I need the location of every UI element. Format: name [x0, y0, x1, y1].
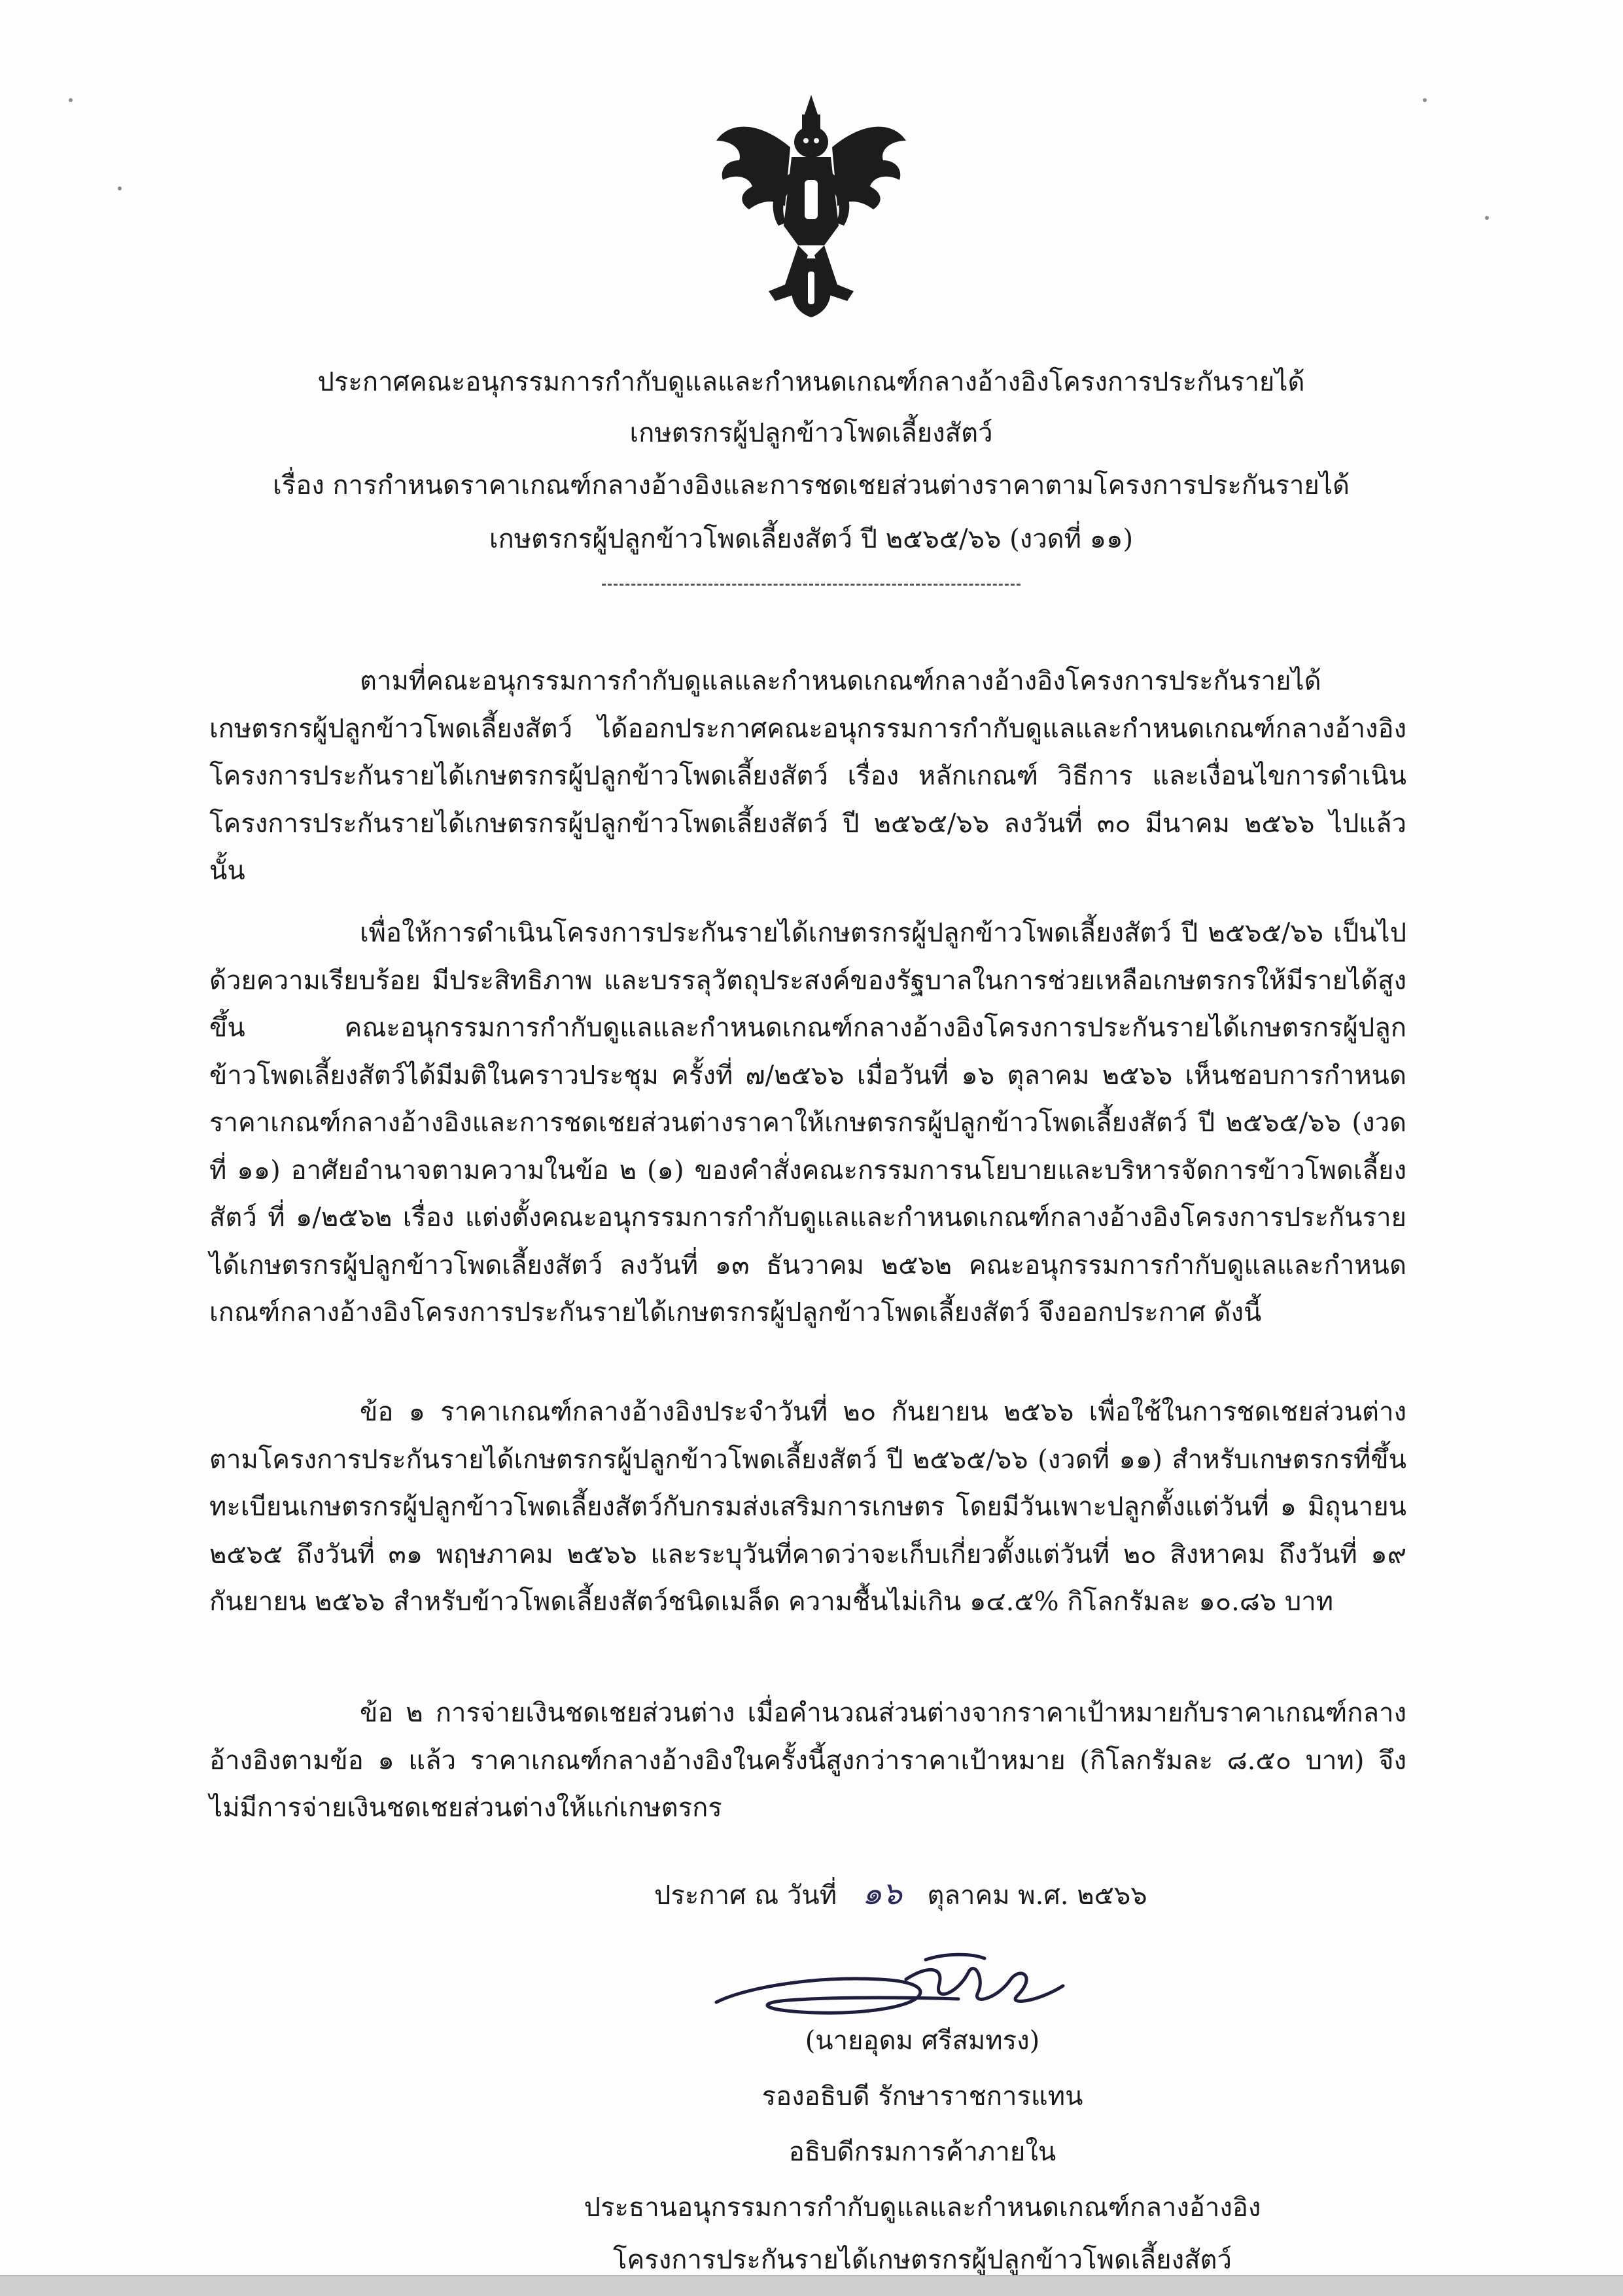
clause-1 — [209, 1388, 1406, 1626]
date-day-handwritten: ๑๖ — [862, 1875, 902, 1912]
paragraph-resolution-text: เพื่อให้การดำเนินโครงการประกันรายได้เกษตรกรผู้ปลูกข้าวโพดเลี้ยงสัตว์ ปี ๒๕๖๕/๖๖ เป็นไปด้วยความเรียบร้อย มีประสิทธิภาพ และบรรลุวัตถุประสงค์ของรัฐบาลในการช่วยเหลือเกษตรกรให้มีรายได้สูงขึ้น คณะอนุกรรมการกำกับดูแลและกำหนดเกณฑ์กลางอ้างอิงโครงการประกันรายได้เกษตรกรผู้ปลูกข้าวโพดเลี้ยงสัตว์ได้มีมติในคราวประชุม ครั้งที่ ๗/๒๕๖๖ เมื่อวันที่ ๑๖ ตุลาคม ๒๕๖๖ เห็นชอบการกำหนดราคาเกณฑ์กลางอ้างอิงและการชดเชยส่วนต่างราคาให้เกษตรกรผู้ปลูกข้าวโพดเลี้ยงสัตว์ ปี ๒๕๖๕/๖๖ (งวดที่ ๑๑) อาศัยอำนาจตามความในข้อ ๒ (๑) ของคำสั่งคณะกรรมการนโยบายและบริหารจัดการข้าวโพดเลี้ยงสัตว์ ที่ ๑/๒๕๖๒ เรื่อง แต่งตั้งคณะอนุกรรมการกำกับดูแลและกำหนดเกณฑ์กลางอ้างอิงโครงการประกันรายได้เกษตรกรผู้ปลูกข้าวโพดเลี้ยงสัตว์ ลงวันที่ ๑๓ ธันวาคม ๒๕๖๒ คณะอนุกรรมการกำกับดูแลและกำหนดเกณฑ์กลางอ้างอิงโครงการประกันรายได้เกษตรกรผู้ปลูกข้าวโพดเลี้ยงสัตว์ จึงออกประกาศ ดังนี้ — [209, 918, 1406, 1328]
scan-bottom-edge — [0, 2275, 1623, 2296]
announcement-heading: ประกาศคณะอนุกรรมการกำกับดูแลและกำหนดเกณฑ์กลางอ้างอิงโครงการประกันรายได้ — [317, 367, 1305, 397]
announcement-heading-line2: เกษตรกรผู้ปลูกข้าวโพดเลี้ยงสัตว์ — [629, 418, 993, 448]
paragraph-resolution — [209, 910, 1406, 1337]
paper-speck — [1423, 98, 1427, 102]
date-suffix: ตุลาคม พ.ศ. ๒๕๖๖ — [927, 1881, 1147, 1911]
announcement-date — [654, 1869, 1147, 1918]
signatory-position-project: โครงการประกันรายได้เกษตรกรผู้ปลูกข้าวโพดเลี้ยงสัตว์ — [613, 2245, 1232, 2275]
paper-speck — [118, 186, 122, 190]
signatory-position-department: อธิบดีกรมการค้าภายใน — [788, 2137, 1056, 2167]
paragraph-intro — [209, 658, 1406, 895]
clause-1-text: ข้อ ๑ ราคาเกณฑ์กลางอ้างอิงประจำวันที่ ๒๐ กันยายน ๒๕๖๖ เพื่อใช้ในการชดเชยส่วนต่างตามโครงการประกันรายได้เกษตรกรผู้ปลูกข้าวโพดเลี้ยงสัตว์ ปี ๒๕๖๕/๖๖ (งวดที่ ๑๑) สำหรับเกษตรกรที่ขึ้นทะเบียนเกษตรกรผู้ปลูกข้าวโพดเลี้ยงสัตว์กับกรมส่งเสริมการเกษตร โดยมีวันเพาะปลูกตั้งแต่วันที่ ๑ มิถุนายน ๒๕๖๕ ถึงวันที่ ๓๑ พฤษภาคม ๒๕๖๖ และระบุวันที่คาดว่าจะเก็บเกี่ยวตั้งแต่วันที่ ๒๐ สิงหาคม ถึงวันที่ ๑๙ กันยายน ๒๕๖๖ สำหรับข้าวโพดเลี้ยงสัตว์ชนิดเมล็ด ความชื้นไม่เกิน ๑๔.๕% กิโลกรัมละ ๑๐.๘๖ บาท — [209, 1397, 1406, 1617]
signatory-name: (นายอุดม ศรีสมทรง) — [805, 2026, 1040, 2056]
signatory-position: รองอธิบดี รักษาราชการแทน — [761, 2081, 1083, 2111]
signatory-position-chair: ประธานอนุกรรมการกำกับดูแลและกำหนดเกณฑ์กลางอ้างอิง — [584, 2193, 1261, 2223]
clause-2-text: ข้อ ๒ การจ่ายเงินชดเชยส่วนต่าง เมื่อคำนวณส่วนต่างจากราคาเป้าหมายกับราคาเกณฑ์กลางอ้างอิงตามข้อ ๑ แล้ว ราคาเกณฑ์กลางอ้างอิงในครั้งนี้สูงกว่าราคาเป้าหมาย (กิโลกรัมละ ๘.๕๐ บาท) จึงไม่มีการจ่ายเงินชดเชยส่วนต่างให้แก่เกษตรกร — [209, 1698, 1406, 1823]
date-prefix: ประกาศ ณ วันที่ — [654, 1881, 837, 1911]
announcement-subject: เรื่อง การกำหนดราคาเกณฑ์กลางอ้างอิงและการชดเชยส่วนต่างราคาตามโครงการประกันรายได้ — [273, 470, 1350, 501]
garuda-emblem-icon — [713, 95, 909, 317]
paragraph-intro-text: ตามที่คณะอนุกรรมการกำกับดูแลและกำหนดเกณฑ์กลางอ้างอิงโครงการประกันรายได้เกษตรกรผู้ปลูกข้าวโพดเลี้ยงสัตว์ ได้ออกประกาศคณะอนุกรรมการกำกับดูแลและกำหนดเกณฑ์กลางอ้างอิงโครงการประกันรายได้เกษตรกรผู้ปลูกข้าวโพดเลี้ยงสัตว์ เรื่อง หลักเกณฑ์ วิธีการ และเงื่อนไขการดำเนินโครงการประกันรายได้เกษตรกรผู้ปลูกข้าวโพดเลี้ยงสัตว์ ปี ๒๕๖๕/๖๖ ลงวันที่ ๓๐ มีนาคม ๒๕๖๖ ไปแล้ว นั้น — [209, 666, 1406, 886]
handwritten-signature — [710, 1940, 1076, 2032]
heading-divider — [602, 584, 1021, 586]
clause-2 — [209, 1689, 1406, 1832]
paper-speck — [69, 98, 73, 102]
announcement-subject-line2: เกษตรกรผู้ปลูกข้าวโพดเลี้ยงสัตว์ ปี ๒๕๖๕/๖๖ (งวดที่ ๑๑) — [489, 524, 1134, 554]
paper-speck — [1485, 216, 1489, 220]
